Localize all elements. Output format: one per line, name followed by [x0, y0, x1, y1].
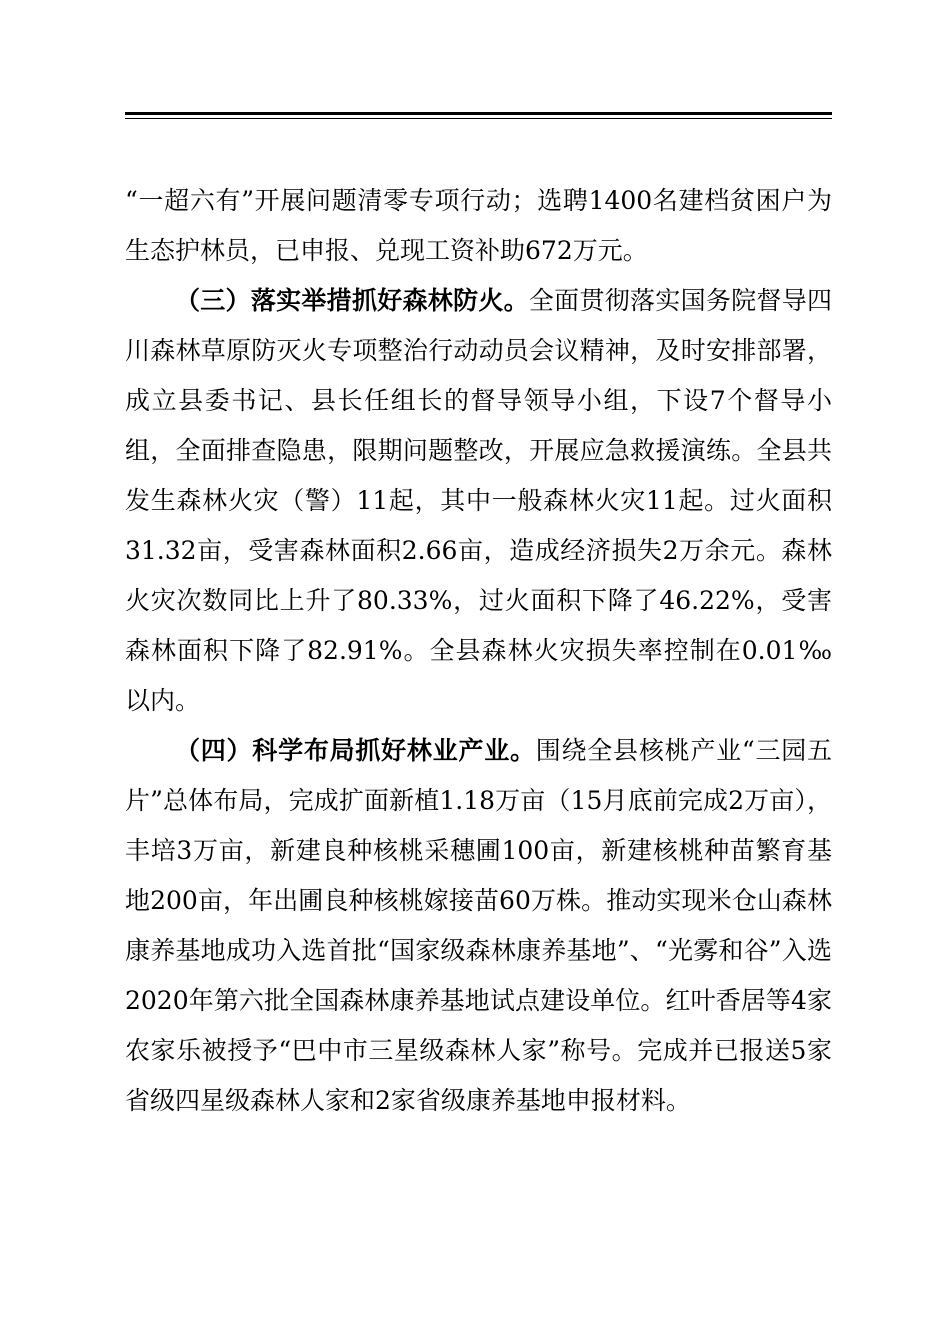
section-heading: （三）落实举措抓好森林防火。	[175, 286, 529, 315]
paragraph-forest-fire	[125, 276, 832, 726]
paragraph-text: “一超六有”开展问题清零专项行动；选聘1400名建档贫困户为生态护林员，已申报、兑现工资补助672万元。	[125, 186, 832, 265]
paragraph-text: 全面贯彻落实国务院督导四川森林草原防灭火专项整治行动动员会议精神，及时安排部署，成立县委书记、县长任组长的督导领导小组，下设7个督导小组，全面排查隐患，限期问题整改，开展应急救援演练。全县共发生森林火灾（警）11起，其中一般森林火灾11起。过火面积31.32亩，受害森林面积2.66亩，造成经济损失2万余元。森林火灾次数同比上升了80.33%，过火面积下降了46.22%，受害森林面积下降了82.91%。全县森林火灾损失率控制在0.01‰以内。	[125, 286, 832, 715]
header-rule-thin	[125, 118, 832, 119]
document-body	[125, 176, 832, 1126]
section-heading: （四）科学布局抓好林业产业。	[175, 736, 536, 765]
header-rule-thick	[125, 112, 832, 115]
paragraph-forestry-industry	[125, 726, 832, 1126]
paragraph-text: 围绕全县核桃产业“三园五片”总体布局，完成扩面新植1.18万亩（15月底前完成2万亩），丰培3万亩，新建良种核桃采穗圃100亩，新建核桃种苗繁育基地200亩，年出圃良种核桃嫁接苗60万株。推动实现米仓山森林康养基地成功入选首批“国家级森林康养基地”、“光雾和谷”入选2020年第六批全国森林康养基地试点建设单位。红叶香居等4家农家乐被授予“巴中市三星级森林人家”称号。完成并已报送5家省级四星级森林人家和2家省级康养基地申报材料。	[125, 736, 832, 1115]
paragraph-continuation	[125, 176, 832, 276]
